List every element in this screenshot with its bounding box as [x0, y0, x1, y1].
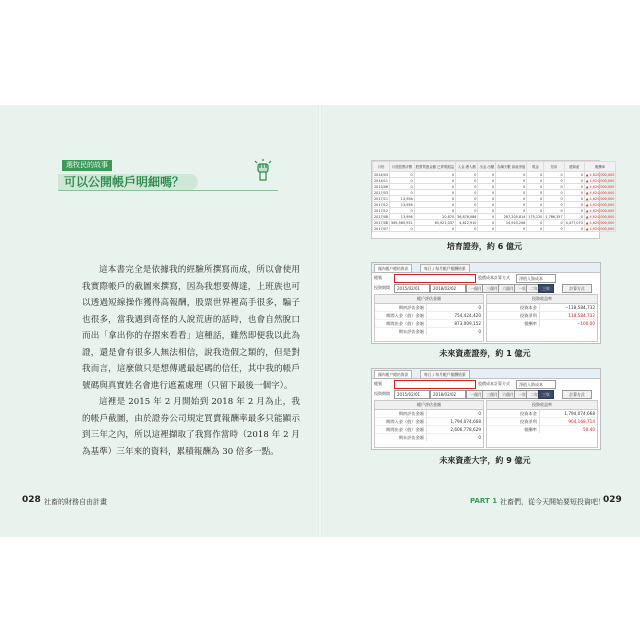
btn-2y[interactable]: 二年	[526, 284, 542, 293]
table-cell: 0	[496, 190, 527, 196]
table-header-cell: 股票買進金額 已實現損益	[414, 162, 455, 172]
table-cell: 2015/06	[374, 184, 389, 189]
table-cell: 0	[527, 178, 544, 184]
table-cell: 0	[527, 196, 544, 202]
raised-fist-icon	[250, 158, 276, 184]
table-header-cell: 信用	[544, 162, 564, 172]
table-cell: 2017/07	[374, 226, 389, 231]
table-cell: 0	[496, 184, 527, 190]
table-cell: 0	[544, 190, 564, 196]
table-cell: ▲ 4,820,000,000	[585, 190, 615, 195]
left-folio: 028	[22, 495, 41, 505]
caption-3: 未來資產大字，約 9 億元	[439, 456, 531, 465]
table-cell: 0	[390, 226, 415, 232]
caption-1: 培育證券，約 6 億元	[446, 242, 523, 251]
table-cell: ▲ 4,820,000,000	[585, 178, 615, 183]
table-cell: 0	[496, 226, 527, 232]
table-cell: 0	[564, 196, 584, 202]
table-header-cell: 現金	[527, 162, 544, 172]
table-cell: 0	[544, 184, 564, 190]
table-cell: 175,120	[528, 214, 543, 219]
account-input[interactable]	[394, 274, 476, 283]
table-cell: 0	[544, 178, 564, 184]
table-cell: 0	[527, 220, 544, 226]
table-cell: 0	[478, 214, 496, 220]
table-cell: 0	[478, 196, 496, 202]
story-tag: 選牧民的故事	[62, 160, 112, 171]
table-cell: 0	[456, 172, 478, 178]
table-cell: 4,477,073	[565, 220, 583, 225]
table-cell: ▲ 4,820,000,000	[585, 220, 615, 225]
account-label: 帳號	[374, 275, 382, 280]
btn-1y[interactable]: 一年	[514, 390, 530, 399]
table-cell: 2017/12	[374, 202, 389, 207]
table-cell: ▲ 4,820,000,000	[585, 226, 615, 231]
table-cell: 0	[496, 196, 527, 202]
valuation-header: 帳戶評估金額	[375, 295, 483, 304]
return-panel-1	[371, 262, 601, 344]
table-cell: 2014/03	[374, 172, 389, 177]
account-input[interactable]	[394, 380, 476, 389]
date-to-input[interactable]: 2018/02/02	[430, 284, 466, 293]
table-cell: 0	[478, 184, 496, 190]
table-cell: 0	[527, 172, 544, 178]
account-table	[371, 160, 615, 239]
table-cell: 0	[414, 178, 455, 184]
table-cell: 13,956	[390, 214, 415, 220]
table-cell: 0	[456, 190, 478, 196]
yield-header: 投資收益率	[487, 295, 597, 304]
calc-method-button[interactable]: 計算方式	[562, 390, 592, 399]
table-cell: ▲ 4,820,000,000	[585, 196, 615, 201]
btn-6m[interactable]: 六個月	[498, 390, 518, 399]
btn-1m[interactable]: 一個月	[466, 390, 486, 399]
account-label: 帳號	[374, 381, 382, 386]
part-label: PART 1	[470, 497, 498, 505]
table-cell: 0	[456, 196, 478, 202]
table-header-cell: 月份	[373, 162, 390, 172]
table-cell: 0	[456, 178, 478, 184]
yield-box: 投資收益率 投資本金 1,794,074,668 投資淨利 904,168,714 報酬率 50.40	[486, 400, 598, 448]
table-cell: 0	[414, 202, 455, 208]
table-cell: ▲ 4,820,000,000	[585, 208, 615, 213]
table-cell: ▲ 4,820,000,000	[585, 172, 615, 177]
btn-6m[interactable]: 六個月	[498, 284, 518, 293]
table-cell: 0	[527, 190, 544, 196]
table-cell: 0	[390, 190, 415, 196]
table-cell: ▲ 4,820,000,000	[585, 214, 615, 219]
table-cell: 0	[496, 202, 527, 208]
btn-3y[interactable]: 三年	[538, 390, 554, 399]
table-cell: 36,878,086	[457, 214, 477, 219]
date-to-input[interactable]: 2018/02/02	[430, 390, 466, 399]
left-running-footer: 社畜的財務自由計畫	[44, 498, 107, 506]
table-cell: 0	[478, 178, 496, 184]
table-cell: 13,956	[390, 196, 415, 202]
tab-daily-monthly[interactable]: 每日 / 每月帳戶報酬結果	[420, 370, 470, 379]
valuation-box: 帳戶評估金額 期初評估金額 0 期間入金（值）金額 754,424,420 期間出金（值）金額 873,009,152 期末評估金額 0	[374, 294, 484, 342]
table-cell: 0	[478, 172, 496, 178]
btn-3m[interactable]: 三個月	[482, 390, 502, 399]
table-cell: 0	[496, 172, 527, 178]
table-cell: 0	[414, 172, 455, 178]
table-cell: 0	[414, 208, 455, 214]
method-label: 股價成本計算方式	[478, 381, 510, 386]
table-cell: 0	[478, 208, 496, 214]
table-cell: 0	[564, 190, 584, 196]
table-cell: 0	[544, 220, 564, 226]
date-from-input[interactable]: 2015/02/01	[394, 284, 430, 293]
table-cell: 0	[390, 184, 415, 190]
table-cell: 0	[544, 226, 564, 232]
table-cell: 2017/08	[374, 214, 389, 219]
table-cell: 0	[527, 202, 544, 208]
caption-2: 未來資產證券，約 1 億元	[439, 349, 531, 358]
table-cell: 0	[414, 226, 455, 232]
table-cell: 65,921,037	[414, 220, 455, 226]
table-header-cell: 存續天數 資產淨值	[496, 162, 527, 172]
panel-tabs	[372, 369, 600, 379]
table-cell: 0	[527, 226, 544, 232]
table-header-cell: 出金 出額	[478, 162, 496, 172]
btn-1m[interactable]: 一個月	[466, 284, 486, 293]
return-panel-2	[371, 368, 601, 450]
method-select[interactable]: 淨值入資成本	[516, 380, 556, 389]
table-cell: 0	[390, 208, 415, 214]
btn-3y[interactable]: 三年	[538, 284, 554, 293]
panel-tabs	[372, 263, 600, 273]
btn-2y[interactable]: 二年	[526, 390, 542, 399]
period-label: 投資期間	[374, 391, 390, 396]
paragraph-2: 這裡是 2015 年 2 月開始到 2018 年 2 月為止，我的帳戶截圖，由於證券公司規定買賣報酬率最多只能顯示到三年之內，所以這裡擷取了我寫作當時（2018 年 2 月為基準）三年來的資料，累積報酬為 30 倍多一點。	[82, 397, 300, 457]
table-cell: 2017/08	[374, 220, 389, 225]
method-label: 股價成本計算方式	[478, 275, 510, 280]
table-cell: 0	[478, 190, 496, 196]
table-cell: 0	[456, 208, 478, 214]
table-cell: 0	[390, 178, 415, 184]
paragraph-1: 這本書完全是依據我的經驗所撰寫而成，所以會使用我實際帳戶的截圖來撰寫，因為我想要傳達，上班族也可以透過短線操作獲得高報酬，股票世界裡高手很多，騙子也很多，當我遇到奇怪的人說荒唐的話時，也會自然脫口而出「拿出你的存摺來看看」這種話，雖然即便我以此為證，還是會有很多人無法相信，說我造假之類的，但是對我而言，這麼做只是想傳遞最起碼的信任，其中我的帳戶號碼與真實姓名會進行遮蓋處理（只留下最後一個字）。	[82, 265, 300, 391]
btn-3m[interactable]: 三個月	[482, 284, 502, 293]
tab-daily-monthly[interactable]: 每日 / 每月帳戶報酬結果	[420, 264, 470, 273]
table-cell: 0	[544, 202, 564, 208]
table-cell: ▲ 4,820,000,000	[585, 202, 615, 207]
table-cell: 0	[496, 208, 527, 214]
table-cell: 0	[456, 184, 478, 190]
valuation-header: 帳戶評估金額	[375, 401, 483, 410]
table-cell: 0	[496, 178, 527, 184]
table-cell: 0	[390, 172, 415, 178]
valuation-box: 帳戶評估金額 期初評估金額 0 期間入金（值）金額 1,794,074,668 期間出金（值）金額 2,606,778,629 期末評估金額 0	[374, 400, 484, 448]
yield-box: 投資收益率 投資本金 −118,584,732 投資淨利 118,584,732 報酬率 −100.00	[486, 294, 598, 342]
table-cell: ▲ 4,820,000,000	[585, 184, 615, 189]
table-cell: 0	[478, 226, 496, 232]
table-cell: 0	[564, 214, 584, 220]
table-cell: 0	[456, 226, 478, 232]
table-cell: 14,910,208	[496, 220, 527, 226]
method-select[interactable]: 淨值入資成本	[516, 274, 556, 283]
table-header-cell: 月底股票評價	[390, 162, 415, 172]
table-cell: 0	[478, 202, 496, 208]
table-cell: 2017/03	[374, 190, 389, 195]
tab-summary[interactable]: 國內帳戶總結資訊	[374, 264, 412, 273]
table-cell: 0	[414, 196, 455, 202]
table-cell: 0	[564, 172, 584, 178]
table-cell: 0	[564, 202, 584, 208]
table-cell: 1,786,357	[545, 214, 563, 219]
table-cell: 0	[414, 184, 455, 190]
table-cell: 0	[527, 184, 544, 190]
table-cell: 2014/11	[374, 178, 389, 183]
table-cell: 4,812,910	[456, 220, 478, 226]
table-cell: 2017/12	[374, 208, 389, 213]
table-cell: 0	[564, 208, 584, 214]
btn-1y[interactable]: 一年	[514, 284, 530, 293]
table-cell: 2017/11	[374, 196, 389, 201]
title-underline	[58, 190, 278, 191]
table-cell: 0	[544, 208, 564, 214]
right-running-footer: 社畜們，從今天開始要短投資吧！	[500, 498, 605, 506]
table-cell: 0	[478, 220, 496, 226]
book-gutter	[318, 105, 322, 537]
table-cell: 0	[544, 172, 564, 178]
section-title: 可以公開帳戶明細嗎？	[58, 174, 198, 190]
calc-method-button[interactable]: 計算方式	[562, 284, 592, 293]
table-cell: 0	[544, 196, 564, 202]
body-text	[82, 262, 300, 460]
table-cell: 0	[456, 202, 478, 208]
table-header-cell: 報酬率	[584, 162, 616, 172]
table-header-cell: 總資產	[564, 162, 584, 172]
table-cell: 0	[527, 208, 544, 214]
date-from-input[interactable]: 2015/02/01	[394, 390, 430, 399]
table-cell: 0	[564, 226, 584, 232]
table-cell: 20,870	[414, 214, 455, 220]
tab-summary[interactable]: 國內帳戶總結資訊	[374, 370, 412, 379]
table-row	[373, 226, 616, 232]
table-cell: 0	[414, 190, 455, 196]
table-cell: 0	[564, 184, 584, 190]
yield-header: 投資收益率	[487, 401, 597, 410]
table-cell: 565,560,931	[391, 220, 413, 225]
table-header-cell: 入金 總入額	[456, 162, 478, 172]
period-label: 投資期間	[374, 285, 390, 290]
right-folio: 029	[603, 495, 622, 505]
table-cell: 0	[564, 178, 584, 184]
table-cell: 13,956	[390, 202, 415, 208]
table-cell: 287,205,814	[496, 214, 527, 220]
